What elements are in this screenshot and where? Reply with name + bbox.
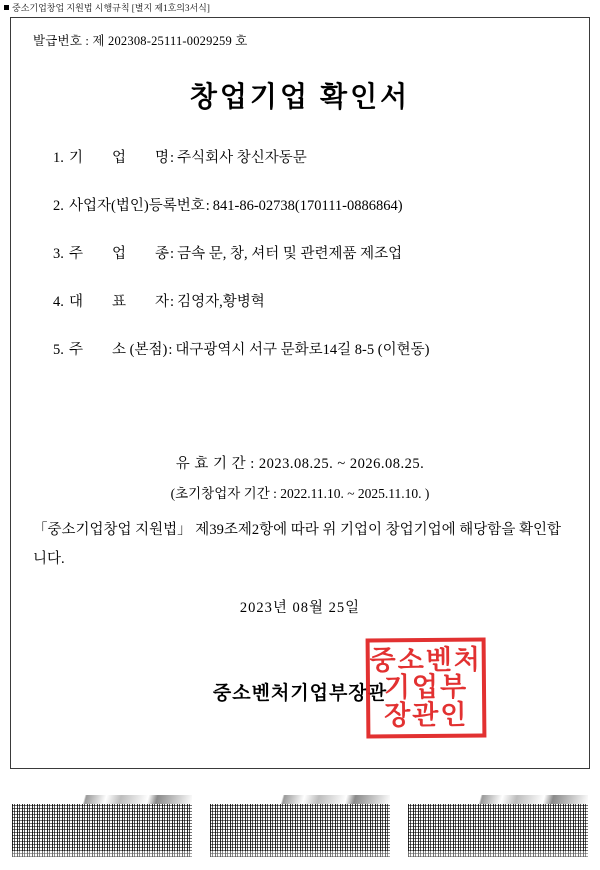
field-value: 주식회사 창신자동문 (177, 150, 307, 166)
field-row (11, 338, 589, 386)
field-list (11, 146, 589, 386)
square-bullet-icon (4, 5, 9, 10)
field-row (11, 194, 589, 242)
field-colon: : (170, 150, 175, 166)
certificate-body (11, 18, 589, 768)
seal-line-3: 장관인 (383, 699, 469, 731)
field-number: 2. (53, 198, 64, 214)
field-label: 사업자(법인)등록번호 (69, 198, 205, 214)
field-number: 4. (53, 294, 64, 310)
early-startup-period: (초기창업자 기간 : 2022.11.10. ~ 2025.11.10. ) (170, 486, 430, 501)
signer-name: 중소벤처기업부장관 (212, 683, 388, 704)
field-colon: : (170, 294, 175, 310)
scan-strip (408, 795, 588, 857)
validity-period: 유 효 기 간 : 2023.08.25. ~ 2026.08.25. (175, 456, 425, 472)
field-number: 5. (53, 342, 64, 358)
bottom-scan-strips (12, 795, 588, 857)
seal-line-2: 기업부 (383, 671, 469, 703)
document-header (0, 0, 600, 14)
issue-number: 발급번호 : 제 202308-25111-0029259 호 (33, 34, 248, 48)
field-value: 김영자,황병혁 (177, 294, 265, 310)
legal-statement: 「중소기업창업 지원법」 제39조제2항에 따라 위 기업이 창업기업에 해당함을 확인합니다. (33, 522, 561, 567)
document-header-text: 중소기업창업 지원법 시행규칙 [별지 제1호의3서식] (12, 2, 210, 13)
field-row (11, 242, 589, 290)
seal-line-1: 중소벤처 (369, 644, 483, 676)
field-label: 주 업 종 (69, 246, 170, 262)
field-value: 841-86-02738(170111-0886864) (212, 198, 403, 214)
certificate-frame (10, 17, 590, 769)
field-label: 주 소 (본점) (69, 342, 168, 358)
field-colon: : (170, 246, 175, 262)
field-row (11, 290, 589, 338)
scan-strip (12, 795, 192, 857)
scan-strip (210, 795, 390, 857)
field-label: 대 표 자 (69, 294, 170, 310)
validity-block (11, 452, 589, 502)
field-colon: : (168, 342, 173, 358)
field-row (11, 146, 589, 194)
page-title: 창업기업 확인서 (189, 82, 411, 113)
field-colon: : (205, 198, 210, 214)
official-seal-stamp (366, 637, 487, 738)
field-number: 3. (53, 246, 64, 262)
field-label: 기 업 명 (69, 150, 170, 166)
issue-date: 2023년 08월 25일 (239, 600, 361, 616)
field-value: 금속 문, 창, 셔터 및 관련제품 제조업 (177, 246, 403, 262)
field-number: 1. (53, 150, 64, 166)
field-value: 대구광역시 서구 문화로14길 8-5 (이현동) (175, 342, 430, 358)
